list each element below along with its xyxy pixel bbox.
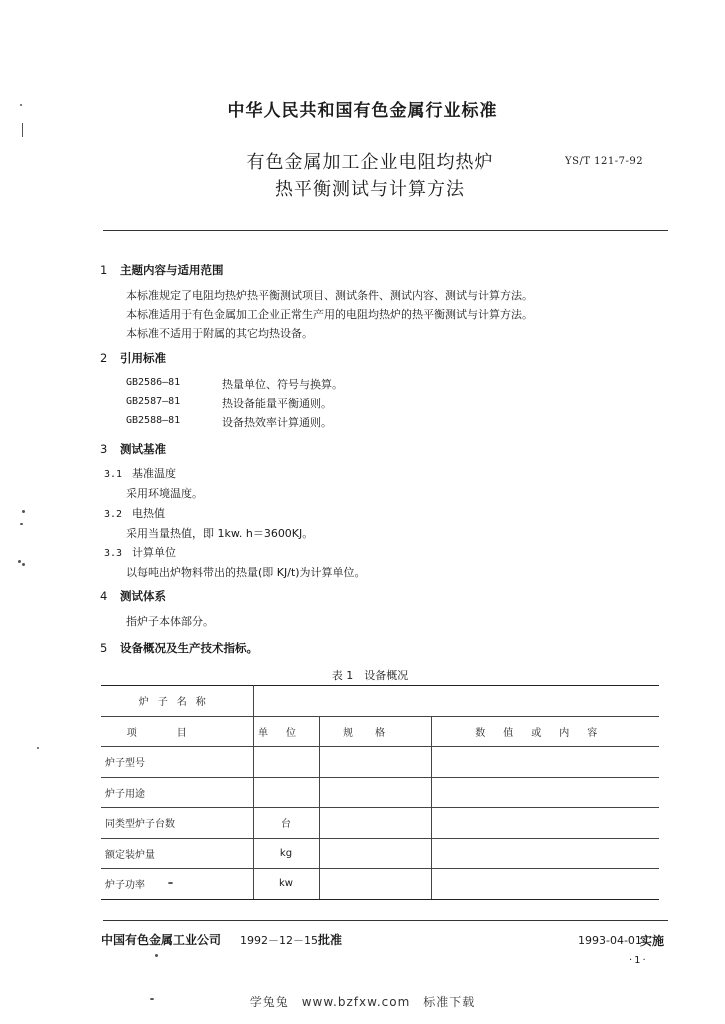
section-title: 设备概况及生产技术指标。	[120, 641, 258, 655]
scan-speck	[20, 104, 22, 106]
row-item: 炉子用途	[101, 777, 253, 808]
header-unit: 单位	[253, 716, 319, 747]
section-title: 测试基准	[120, 442, 166, 456]
header-spec: 规格	[319, 716, 431, 747]
row-value	[431, 777, 659, 808]
header-item: 项目	[101, 716, 253, 747]
section-title: 主题内容与适用范围	[120, 263, 224, 277]
table-row	[101, 808, 659, 839]
row-unit	[253, 747, 319, 778]
section-number: 1	[100, 263, 108, 277]
approve-label: 批准	[318, 933, 343, 947]
subsection-body: 以每吨出炉物料带出的热量(即 KJ/t)为计算单位。	[126, 566, 366, 579]
footer-company: 中国有色金属工业公司	[101, 933, 222, 947]
row-spec	[319, 808, 431, 839]
subsection-body: 采用当量热值，即 1kw. h＝3600KJ。	[126, 527, 314, 540]
subsection-number: 3.3	[104, 548, 123, 559]
section-number: 2	[100, 351, 108, 365]
section-title: 引用标准	[120, 351, 166, 365]
row-value	[431, 747, 659, 778]
row-item: 炉子功率	[101, 869, 253, 900]
section-1-paragraph: 本标准适用于有色金属加工企业正常生产用的电阻均热炉的热平衡测试与计算方法。	[126, 308, 533, 321]
row-unit: kg	[253, 838, 319, 869]
row-unit	[253, 777, 319, 808]
implement-date: 1993-04-01	[578, 934, 642, 947]
table-header-row	[101, 716, 659, 747]
section-2-heading	[100, 350, 166, 366]
scan-speck	[37, 747, 39, 749]
reference-title: 热设备能量平衡通则。	[222, 397, 332, 410]
implement-label: 实施	[640, 934, 665, 948]
scan-speck	[168, 882, 173, 884]
section-5-heading	[100, 640, 258, 656]
furnace-name-value-cell	[253, 686, 659, 717]
table-row	[101, 838, 659, 869]
section-number: 4	[100, 589, 108, 603]
table-row	[101, 869, 659, 900]
subsection-body: 采用环境温度。	[126, 487, 203, 500]
subsection-number: 3.1	[104, 469, 123, 480]
reference-title: 设备热效率计算通则。	[222, 416, 332, 429]
section-1-heading	[100, 262, 224, 278]
subsection-title: 计算单位	[132, 546, 176, 559]
row-value	[431, 838, 659, 869]
row-value	[431, 808, 659, 839]
reference-code: GB2587—81	[126, 396, 181, 407]
section-title: 测试体系	[120, 589, 166, 603]
table-row	[101, 747, 659, 778]
section-4-heading	[100, 588, 166, 604]
issuing-organization: 中华人民共和国有色金属行业标准	[227, 101, 498, 121]
subsection-3-1-heading	[104, 465, 176, 481]
row-spec	[319, 777, 431, 808]
subsection-title: 电热值	[132, 507, 165, 520]
header-value: 数值或内容	[431, 716, 659, 747]
table-caption: 表 1 设备概况	[331, 669, 409, 682]
page-number: ·1·	[629, 955, 648, 966]
scan-speck	[22, 123, 23, 137]
document-title-line2: 热平衡测试与计算方法	[275, 179, 465, 200]
scan-speck	[22, 510, 25, 513]
document-title-line1: 有色金属加工企业电阻均热炉	[246, 152, 494, 173]
section-3-heading	[100, 441, 166, 457]
furnace-name-label: 炉子名称	[138, 697, 215, 709]
table-row	[101, 777, 659, 808]
table-row	[101, 686, 659, 717]
row-item: 额定装炉量	[101, 838, 253, 869]
row-unit: kw	[253, 869, 319, 900]
row-unit: 台	[253, 808, 319, 839]
scan-speck	[18, 560, 21, 563]
subsection-3-3-heading	[104, 544, 176, 560]
section-1-paragraph: 本标准规定了电阻均热炉热平衡测试项目、测试条件、测试内容、测试与计算方法。	[126, 289, 533, 302]
reference-code: GB2588—81	[126, 415, 181, 426]
subsection-number: 3.2	[104, 509, 123, 520]
reference-title: 热量单位、符号与换算。	[222, 378, 343, 391]
row-item: 炉子型号	[101, 747, 253, 778]
standard-code: YS/T 121-7-92	[565, 156, 644, 167]
section-number: 5	[100, 641, 108, 655]
row-spec	[319, 869, 431, 900]
section-4-body: 指炉子本体部分。	[126, 615, 214, 628]
subsection-3-2-heading	[104, 505, 165, 521]
subsection-title: 基准温度	[132, 467, 176, 480]
section-number: 3	[100, 442, 108, 456]
section-1-paragraph: 本标准不适用于附属的其它均热设备。	[126, 327, 313, 340]
row-spec	[319, 747, 431, 778]
approve-date: 1992－12－15	[240, 934, 318, 947]
row-item: 同类型炉子台数	[101, 808, 253, 839]
scan-speck	[150, 998, 154, 1000]
scan-speck	[20, 523, 23, 525]
row-spec	[319, 838, 431, 869]
scan-speck	[155, 954, 158, 957]
watermark: 学兔兔 www.bzfxw.com 标准下载	[249, 995, 476, 1009]
scan-speck	[22, 563, 25, 566]
equipment-overview-table	[101, 685, 659, 900]
furnace-name-label-cell	[101, 686, 253, 717]
reference-code: GB2586—81	[126, 377, 181, 388]
footer-divider	[103, 920, 668, 921]
header-divider	[103, 230, 668, 231]
row-value	[431, 869, 659, 900]
